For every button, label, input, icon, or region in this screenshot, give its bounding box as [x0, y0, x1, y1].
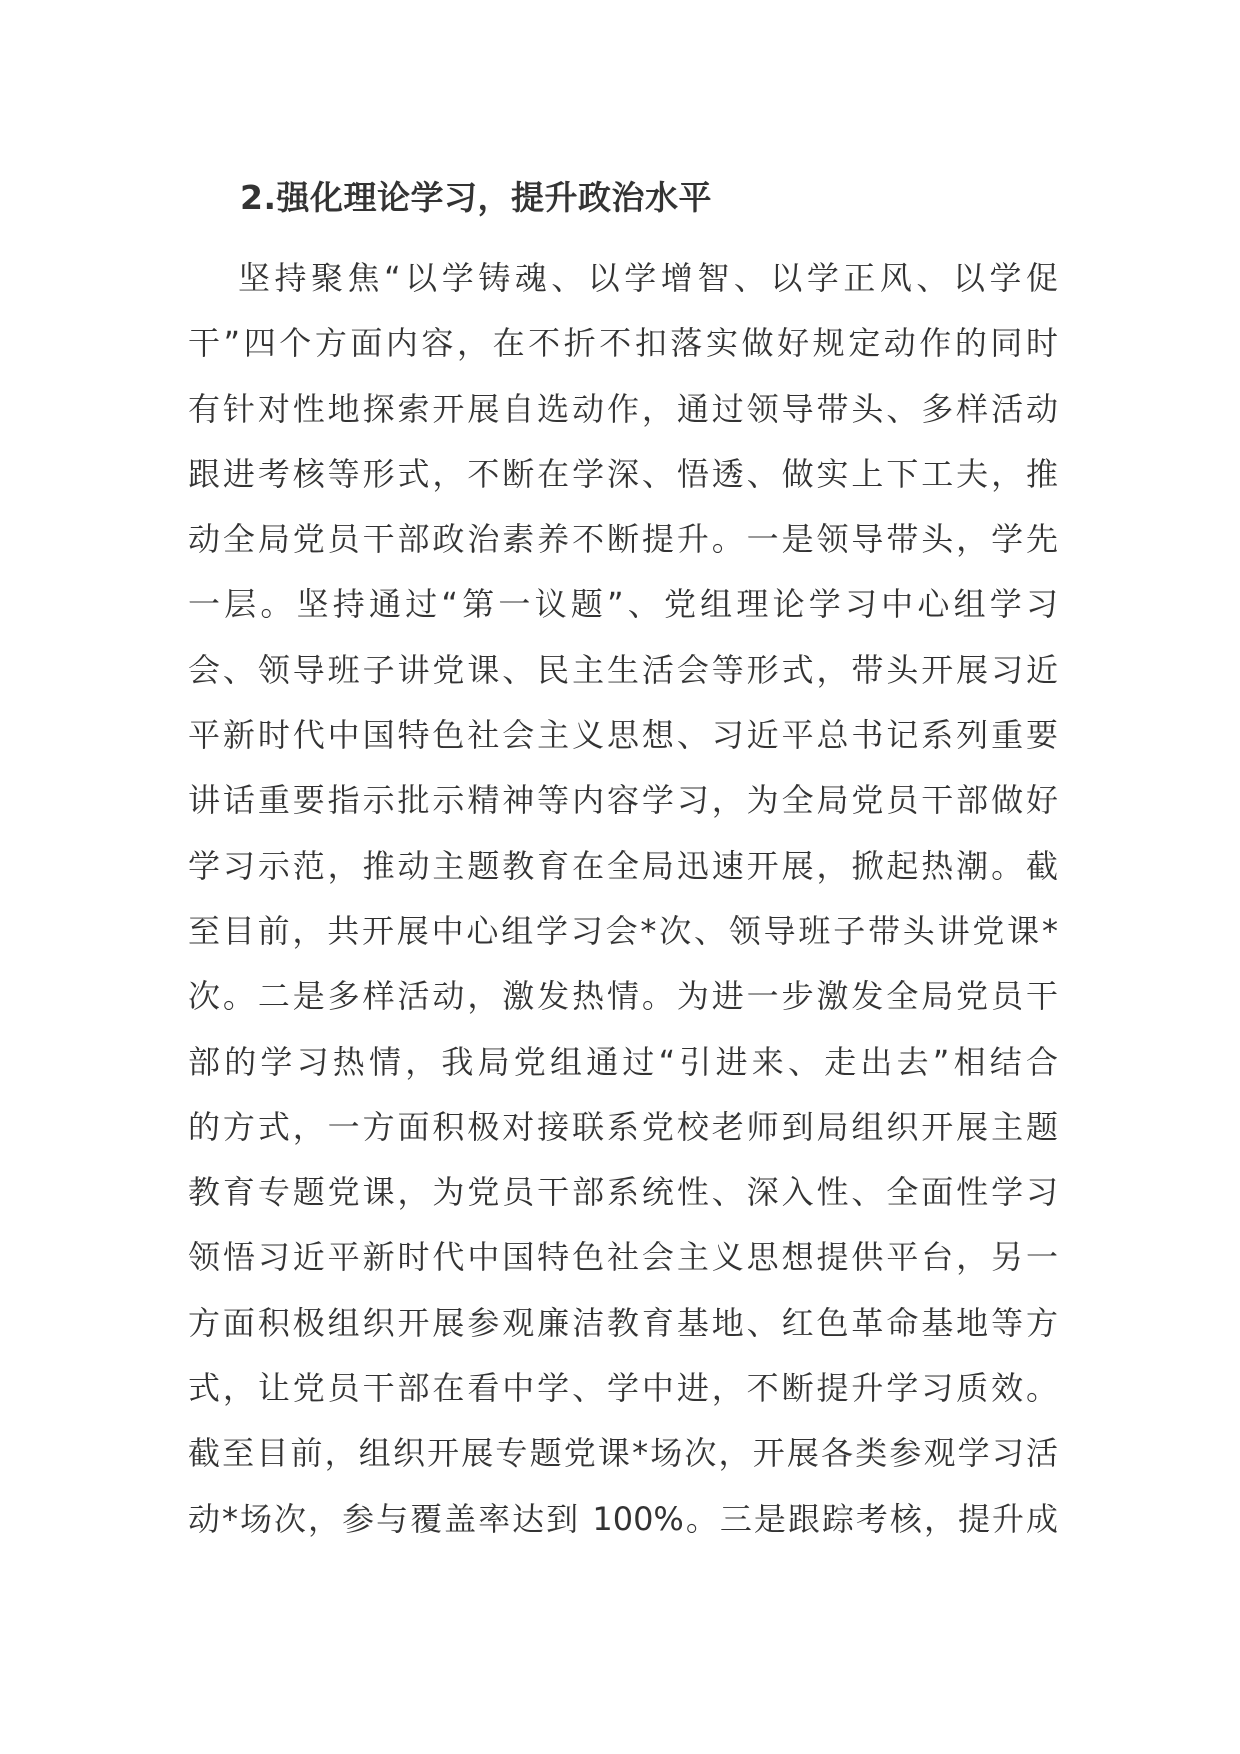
paragraph-line: 至目前，共开展中心组学习会*次、领导班子带头讲党课* [188, 911, 1058, 950]
paragraph-line: 动*场次，参与覆盖率达到 100%。三是跟踪考核，提升成 [188, 1499, 1058, 1538]
paragraph-line: 讲话重要指示批示精神等内容学习，为全局党员干部做好 [188, 781, 1058, 820]
paragraph-line: 截至目前，组织开展专题党课*场次，开展各类参观学习活 [188, 1434, 1058, 1473]
paragraph-line: 的方式，一方面积极对接联系党校老师到局组织开展主题 [188, 1107, 1058, 1146]
paragraph-line: 坚持聚焦“以学铸魂、以学增智、以学正风、以学促 [238, 259, 1058, 297]
paragraph-line: 领悟习近平新时代中国特色社会主义思想提供平台，另一 [188, 1238, 1058, 1277]
body-paragraph [188, 246, 1058, 1552]
paragraph-line: 动全局党员干部政治素养不断提升。一是领导带头，学先 [188, 520, 1058, 559]
paragraph-line: 有针对性地探索开展自选动作，通过领导带头、多样活动 [188, 389, 1058, 428]
paragraph-line: 干”四个方面内容，在不折不扣落实做好规定动作的同时 [188, 324, 1058, 363]
paragraph-line: 部的学习热情，我局党组通过“引进来、走出去”相结合 [188, 1042, 1058, 1081]
paragraph-line: 会、领导班子讲党课、民主生活会等形式，带头开展习近 [188, 650, 1058, 689]
paragraph-line: 跟进考核等形式，不断在学深、悟透、做实上下工夫，推 [188, 454, 1058, 493]
section-heading: 2.强化理论学习，提升政治水平 [240, 178, 712, 217]
paragraph-line: 学习示范，推动主题教育在全局迅速开展，掀起热潮。截 [188, 846, 1058, 885]
paragraph-line: 一层。坚持通过“第一议题”、党组理论学习中心组学习 [188, 585, 1058, 624]
paragraph-line: 式，让党员干部在看中学、学中进，不断提升学习质效。 [188, 1369, 1058, 1408]
paragraph-line: 次。二是多样活动，激发热情。为进一步激发全局党员干 [188, 977, 1058, 1016]
paragraph-line: 方面积极组织开展参观廉洁教育基地、红色革命基地等方 [188, 1303, 1058, 1342]
paragraph-line: 教育专题党课，为党员干部系统性、深入性、全面性学习 [188, 1173, 1058, 1212]
paragraph-line: 平新时代中国特色社会主义思想、习近平总书记系列重要 [188, 716, 1058, 755]
